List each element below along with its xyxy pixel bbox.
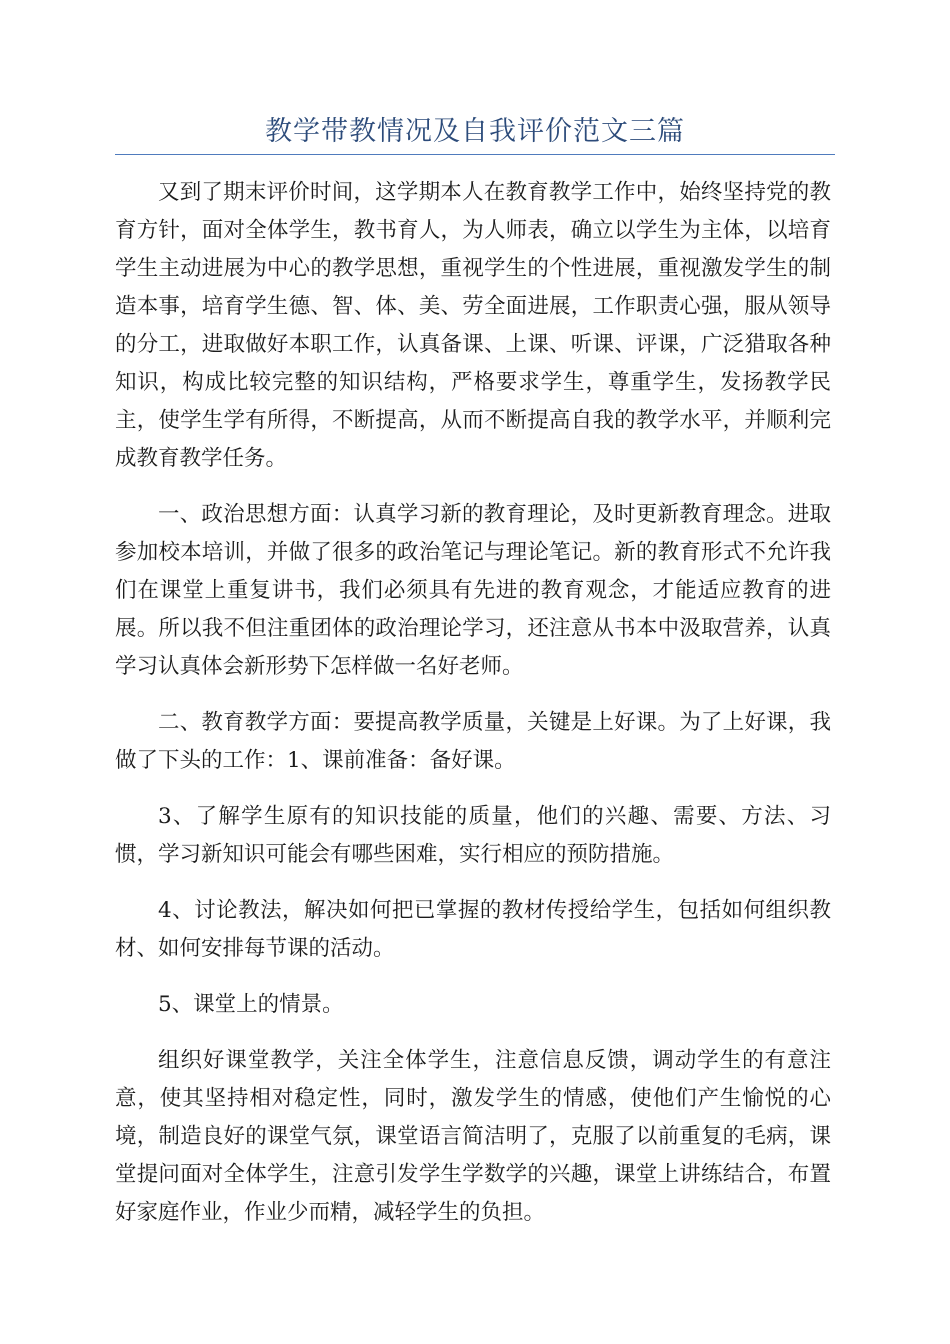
paragraph-item-3: 3、了解学生原有的知识技能的质量，他们的兴趣、需要、方法、习惯，学习新知识可能会有哪些困难，实行相应的预防措施。	[115, 804, 831, 867]
paragraph-item-5: 5、课堂上的情景。	[158, 992, 344, 1017]
paragraph-intro: 又到了期末评价时间，这学期本人在教育教学工作中，始终坚持党的教育方针，面对全体学生，教书育人，为人师表，确立以学生为主体，以培育学生主动进展为中心的教学思想，重视学生的个性进展，重视激发学生的制造本事，培育学生德、智、体、美、劳全面进展，工作职责心强，服从领导的分工，进取做好本职工作，认真备课、上课、听课、评课，广泛猎取各种知识，构成比较完整的知识结构，严格要求学生，尊重学生，发扬教学民主，使学生学有所得，不断提高，从而不断提高自我的教学水平，并顺利完成教育教学任务。	[115, 180, 831, 471]
title-underline	[115, 154, 835, 155]
paragraph-teaching: 二、教育教学方面：要提高教学质量，关键是上好课。为了上好课，我做了下头的工作：1、课前准备：备好课。	[115, 710, 831, 773]
document-body	[115, 174, 831, 1250]
paragraph-political: 一、政治思想方面：认真学习新的教育理论，及时更新教育理念。进取参加校本培训，并做了很多的政治笔记与理论笔记。新的教育形式不允许我们在课堂上重复讲书，我们必须具有先进的教育观念，才能适应教育的进展。所以我不但注重团体的政治理论学习，还注意从书本中汲取营养，认真学习认真体会新形势下怎样做一名好老师。	[115, 502, 831, 679]
document-title: 教学带教情况及自我评价范文三篇	[265, 116, 685, 147]
paragraph-classroom: 组织好课堂教学，关注全体学生，注意信息反馈，调动学生的有意注意，使其坚持相对稳定性，同时，激发学生的情感，使他们产生愉悦的心境，制造良好的课堂气氛，课堂语言简洁明了，克服了以前重复的毛病，课堂提问面对全体学生，注意引发学生学数学的兴趣，课堂上讲练结合，布置好家庭作业，作业少而精，减轻学生的负担。	[115, 1048, 831, 1225]
paragraph-item-4: 4、讨论教法，解决如何把已掌握的教材传授给学生，包括如何组织教材、如何安排每节课的活动。	[115, 898, 831, 961]
